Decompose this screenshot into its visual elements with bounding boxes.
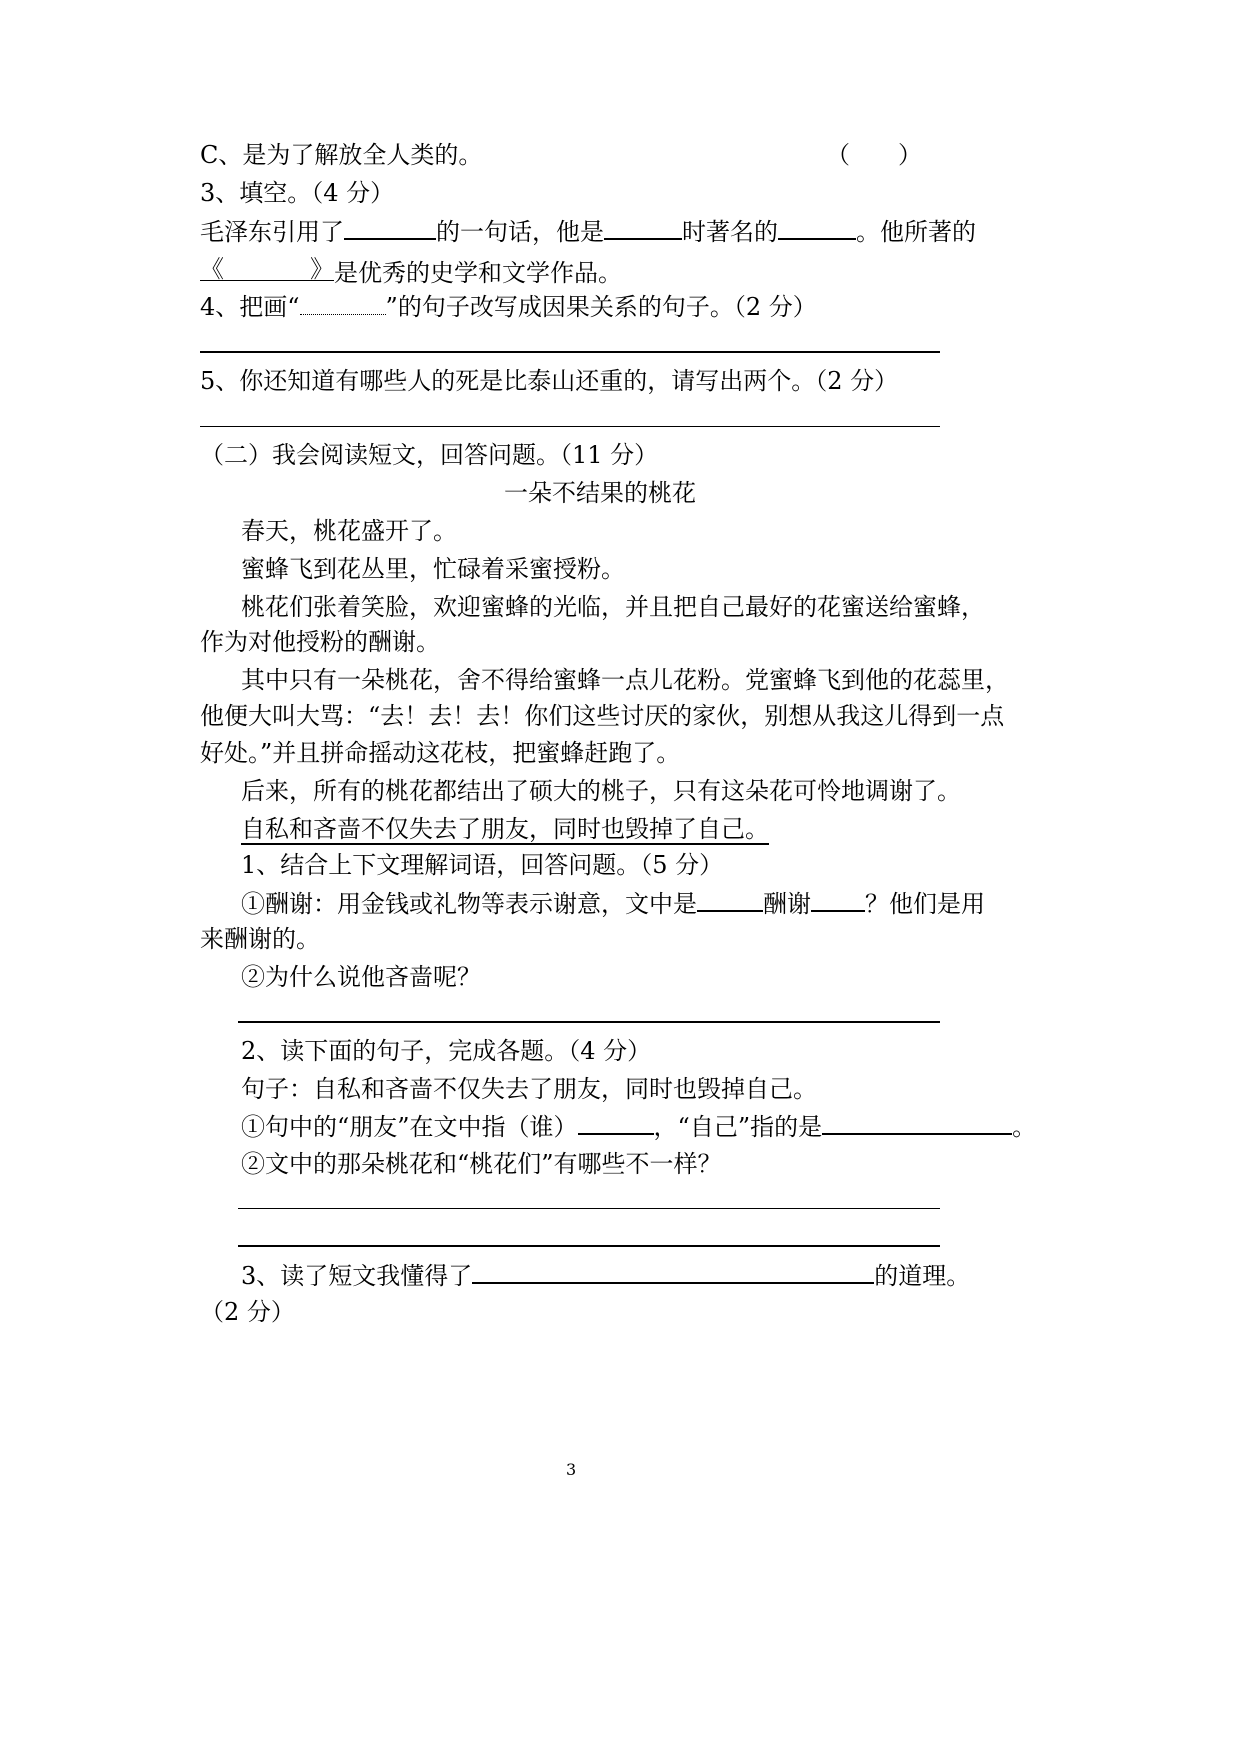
blank-lesson[interactable] (472, 1260, 874, 1284)
section-heading: （二）我会阅读短文，回答问题。（11 分） (200, 441, 659, 469)
q3-text-f: 是优秀的史学和文学作品。 (334, 259, 622, 287)
q3-fill-line (200, 216, 976, 247)
blank-quote-source[interactable] (344, 216, 436, 240)
q3-lesson-text-b: 的道理。 (874, 1262, 971, 1290)
book-open-bracket: 《 (200, 255, 224, 283)
q1-1-text-b: 酬谢 (763, 890, 811, 918)
q2-1-text-a: ①句中的“朋友”在文中指（谁） (241, 1113, 578, 1141)
q3-text-c: 时著名的 (682, 218, 778, 246)
passage-p5: 后来，所有的桃花都结出了硕大的桃子，只有这朵花可怜地调谢了。 (241, 777, 961, 805)
q4-text-a: 4、把画“ (200, 293, 300, 321)
blank-who[interactable] (697, 888, 763, 912)
q3-book-line (200, 254, 622, 288)
blank-friend[interactable] (578, 1111, 654, 1135)
q2-sentence: 句子：自私和吝啬不仅失去了朋友，同时也毁掉自己。 (241, 1075, 817, 1103)
q2-1-text-c: 。 (1012, 1113, 1037, 1141)
q2-2-answer-line-2[interactable] (238, 1245, 940, 1247)
q3-text-b: 的一句话，他是 (436, 218, 604, 246)
passage-p2: 蜜蜂飞到花丛里，忙碌着采蜜授粉。 (241, 555, 625, 583)
q2-2-answer-line-1[interactable] (238, 1208, 940, 1209)
q1-1-text-c: ？他们是用 (865, 890, 985, 918)
passage-p6-underlined: 自私和吝啬不仅失去了朋友，同时也毁掉了自己。 (241, 815, 769, 843)
blank-book-title[interactable] (200, 254, 334, 281)
q3-text-d: 。他所著的 (856, 218, 976, 246)
q2-1-text-b: ，“自己”指的是 (653, 1113, 823, 1141)
wavy-underline-sample (300, 296, 386, 315)
q3-text-a: 毛泽东引用了 (200, 218, 344, 246)
blank-era[interactable] (604, 216, 682, 240)
option-c: C、是为了解放全人类的。 (200, 141, 483, 169)
q4-answer-line[interactable] (200, 351, 940, 353)
q1-1-line (241, 888, 985, 919)
passage-p4-line1: 其中只有一朵桃花，舍不得给蜜蜂一点儿花粉。党蜜蜂飞到他的花蕊里， (241, 666, 1009, 694)
passage-p4-line3: 好处。”并且拼命摇动这花枝，把蜜蜂赶跑了。 (200, 739, 681, 767)
q5-line: 5、你还知道有哪些人的死是比泰山还重的，请写出两个。（2 分） (200, 367, 899, 395)
q2-1-line (241, 1111, 1036, 1142)
q4-text-b: ”的句子改写成因果关系的句子。（2 分） (385, 293, 817, 321)
passage-p4-line2: 他便大叫大骂：“去！去！去！你们这些讨厌的家伙，别想从我这儿得到一点 (200, 702, 1005, 730)
q2-title: 2、读下面的句子，完成各题。（4 分） (241, 1037, 652, 1065)
passage-p3-line1: 桃花们张着笑脸，欢迎蜜蜂的光临，并且把自己最好的花蜜送给蜜蜂， (241, 593, 985, 621)
q1-2: ②为什么说他吝啬呢？ (241, 963, 481, 991)
book-close-bracket: 》 (310, 255, 334, 283)
passage-title: 一朵不结果的桃花 (504, 479, 696, 507)
q3-lesson-line (241, 1260, 970, 1291)
q4-line (200, 292, 817, 322)
answer-parentheses: （ ） (826, 141, 922, 169)
blank-profession[interactable] (778, 216, 856, 240)
q3-title: 3、填空。（4 分） (200, 179, 395, 207)
q1-1-text-a: ①酬谢：用金钱或礼物等表示谢意，文中是 (241, 890, 697, 918)
q2-2: ②文中的那朵桃花和“桃花们”有哪些不一样？ (241, 1150, 722, 1178)
q1-1-continued: 来酬谢的。 (200, 925, 320, 953)
page-number: 3 (566, 1460, 577, 1479)
passage-p1: 春天，桃花盛开了。 (241, 517, 457, 545)
q3-lesson-text-a: 3、读了短文我懂得了 (241, 1262, 473, 1290)
blank-whom[interactable] (811, 888, 865, 912)
q1-2-answer-line[interactable] (238, 1021, 940, 1023)
q1-title: 1、结合上下文理解词语，回答问题。（5 分） (241, 851, 724, 879)
passage-p3-line2: 作为对他授粉的酬谢。 (200, 628, 440, 656)
q5-answer-line[interactable] (200, 426, 940, 427)
blank-self[interactable] (822, 1111, 1012, 1135)
q3-lesson-score: （2 分） (200, 1298, 295, 1326)
